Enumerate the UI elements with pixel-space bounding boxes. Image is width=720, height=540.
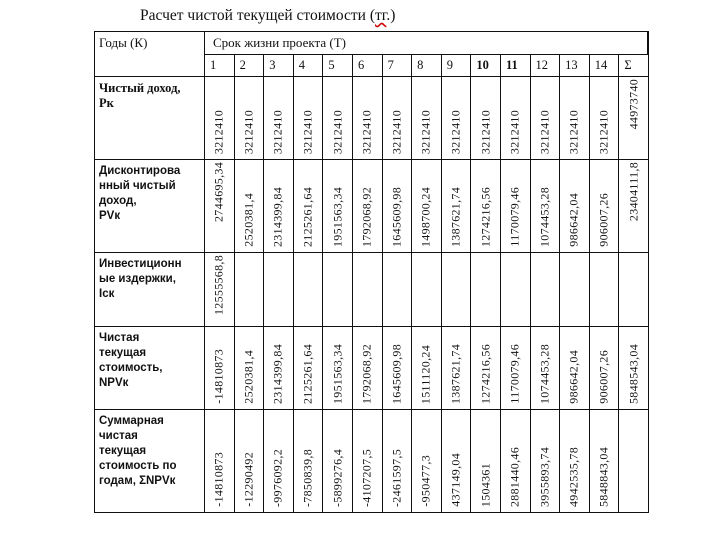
value-cell-sum: 5848543,04 bbox=[619, 327, 649, 410]
value-cell: 3212410 bbox=[530, 77, 560, 160]
value-cell bbox=[471, 253, 501, 327]
period-4: 4 bbox=[293, 55, 323, 77]
value-cell: 2881440,46 bbox=[500, 410, 530, 513]
label-symbol: Iск bbox=[99, 288, 115, 300]
row-label-cumulative-npv bbox=[95, 410, 205, 513]
value-cell: -7850839,8 bbox=[293, 410, 323, 513]
label-line: нный чистый bbox=[99, 180, 176, 192]
label-symbol: NPVк bbox=[99, 377, 129, 389]
value-cell: 1074453,28 bbox=[530, 327, 560, 410]
value-cell-sum bbox=[619, 253, 649, 327]
value-cell: 3212410 bbox=[471, 77, 501, 160]
value-cell: 3212410 bbox=[234, 77, 264, 160]
table-row bbox=[95, 253, 649, 327]
period-9: 9 bbox=[441, 55, 471, 77]
value-cell bbox=[500, 253, 530, 327]
row-label-net-income bbox=[95, 77, 205, 160]
label-line: текущая bbox=[99, 347, 147, 359]
value-cell: 1274216,56 bbox=[471, 160, 501, 253]
value-cell bbox=[352, 253, 382, 327]
label-line: ые издержки, bbox=[99, 273, 176, 285]
value-cell: 2125261,64 bbox=[293, 327, 323, 410]
value-cell: 1511120,24 bbox=[412, 327, 442, 410]
label-line: стоимость, bbox=[99, 362, 163, 374]
value-cell-sum: 44973740 bbox=[619, 77, 649, 160]
period-13: 13 bbox=[560, 55, 590, 77]
value-cell: 2314399,84 bbox=[264, 327, 294, 410]
label-symbol: годам, ΣNPVк bbox=[99, 475, 176, 487]
label-symbol: PVк bbox=[99, 210, 121, 222]
value-cell: 3212410 bbox=[382, 77, 412, 160]
value-cell bbox=[560, 253, 590, 327]
value-cell: 1645609,98 bbox=[382, 160, 412, 253]
value-cell-sum bbox=[619, 410, 649, 513]
period-11: 11 bbox=[500, 55, 530, 77]
period-1: 1 bbox=[205, 55, 235, 77]
title-text: Расчет чистой текущей стоимости ( bbox=[140, 7, 375, 24]
period-10: 10 bbox=[471, 55, 501, 77]
value-cell: 4942535,78 bbox=[560, 410, 590, 513]
value-cell: 1504361 bbox=[471, 410, 501, 513]
value-cell: 986642,04 bbox=[560, 160, 590, 253]
value-cell: 1951563,34 bbox=[323, 160, 353, 253]
label-line: стоимость по bbox=[99, 460, 177, 472]
value-cell bbox=[441, 253, 471, 327]
value-cell: -4107207,5 bbox=[352, 410, 382, 513]
label-line: Чистая bbox=[99, 332, 140, 344]
value-cell: 906007,26 bbox=[589, 160, 619, 253]
value-cell bbox=[382, 253, 412, 327]
period-3: 3 bbox=[264, 55, 294, 77]
label-line: текущая bbox=[99, 445, 147, 457]
period-sum: Σ bbox=[619, 55, 649, 77]
period-8: 8 bbox=[412, 55, 442, 77]
value-cell: 2125261,64 bbox=[293, 160, 323, 253]
value-cell: 3212410 bbox=[352, 77, 382, 160]
project-span-header: Срок жизни проекта (Т) bbox=[205, 32, 649, 55]
label-line: Чистый доход, bbox=[99, 81, 181, 95]
value-cell: -5899276,4 bbox=[323, 410, 353, 513]
value-cell bbox=[530, 253, 560, 327]
value-cell bbox=[264, 253, 294, 327]
header-row bbox=[95, 32, 649, 55]
value-cell bbox=[412, 253, 442, 327]
value-cell: 2744695,34 bbox=[205, 160, 235, 253]
period-7: 7 bbox=[382, 55, 412, 77]
value-cell: 1498700,24 bbox=[412, 160, 442, 253]
value-cell: -12290492 bbox=[234, 410, 264, 513]
value-cell: 1792068,92 bbox=[352, 327, 382, 410]
table-row bbox=[95, 77, 649, 160]
label-line: Инвестиционн bbox=[99, 258, 182, 270]
value-cell bbox=[323, 253, 353, 327]
value-cell: -14810873 bbox=[205, 327, 235, 410]
value-cell: 906007,26 bbox=[589, 327, 619, 410]
value-cell: 3212410 bbox=[323, 77, 353, 160]
npv-table bbox=[94, 31, 649, 513]
label-line: доход, bbox=[99, 195, 137, 207]
value-cell: 1274216,56 bbox=[471, 327, 501, 410]
value-cell: 2314399,84 bbox=[264, 160, 294, 253]
period-6: 6 bbox=[352, 55, 382, 77]
period-12: 12 bbox=[530, 55, 560, 77]
period-14: 14 bbox=[589, 55, 619, 77]
period-2: 2 bbox=[234, 55, 264, 77]
label-symbol: Pк bbox=[99, 96, 114, 110]
value-cell: 1170079,46 bbox=[500, 327, 530, 410]
table-row bbox=[95, 410, 649, 513]
value-cell: -14810873 bbox=[205, 410, 235, 513]
row-label-npv bbox=[95, 327, 205, 410]
row-label-discounted-income bbox=[95, 160, 205, 253]
value-cell: 5848843,04 bbox=[589, 410, 619, 513]
label-line: чистая bbox=[99, 430, 138, 442]
value-cell: 1170079,46 bbox=[500, 160, 530, 253]
value-cell: 2520381,4 bbox=[234, 160, 264, 253]
value-cell: 2520381,4 bbox=[234, 327, 264, 410]
value-cell: 1387621,74 bbox=[441, 327, 471, 410]
value-cell: 1645609,98 bbox=[382, 327, 412, 410]
value-cell: -9976092,2 bbox=[264, 410, 294, 513]
value-cell: 3212410 bbox=[441, 77, 471, 160]
value-cell: 3212410 bbox=[205, 77, 235, 160]
value-cell-sum: 23404111,8 bbox=[619, 160, 649, 253]
value-cell: 3212410 bbox=[589, 77, 619, 160]
value-cell bbox=[234, 253, 264, 327]
value-cell: 3212410 bbox=[560, 77, 590, 160]
value-cell: 12555568,8 bbox=[205, 253, 235, 327]
value-cell: 1074453,28 bbox=[530, 160, 560, 253]
value-cell: 986642,04 bbox=[560, 327, 590, 410]
title-end: .) bbox=[386, 7, 396, 24]
value-cell: 3212410 bbox=[293, 77, 323, 160]
value-cell: 1951563,34 bbox=[323, 327, 353, 410]
value-cell: 3955893,74 bbox=[530, 410, 560, 513]
label-line: Дисконтирова bbox=[99, 165, 181, 177]
value-cell: -950477,3 bbox=[412, 410, 442, 513]
label-line: Суммарная bbox=[99, 415, 164, 427]
table-row bbox=[95, 327, 649, 410]
value-cell: 1792068,92 bbox=[352, 160, 382, 253]
value-cell bbox=[589, 253, 619, 327]
value-cell: 3212410 bbox=[412, 77, 442, 160]
value-cell: 1387621,74 bbox=[441, 160, 471, 253]
years-header: Годы (К) bbox=[95, 32, 205, 77]
table-row bbox=[95, 160, 649, 253]
value-cell: 437149,04 bbox=[441, 410, 471, 513]
value-cell: -2461597,5 bbox=[382, 410, 412, 513]
title-currency: тг bbox=[374, 7, 387, 24]
period-5: 5 bbox=[323, 55, 353, 77]
row-label-investment bbox=[95, 253, 205, 327]
page-title bbox=[140, 7, 395, 25]
value-cell: 3212410 bbox=[500, 77, 530, 160]
value-cell bbox=[293, 253, 323, 327]
value-cell: 3212410 bbox=[264, 77, 294, 160]
